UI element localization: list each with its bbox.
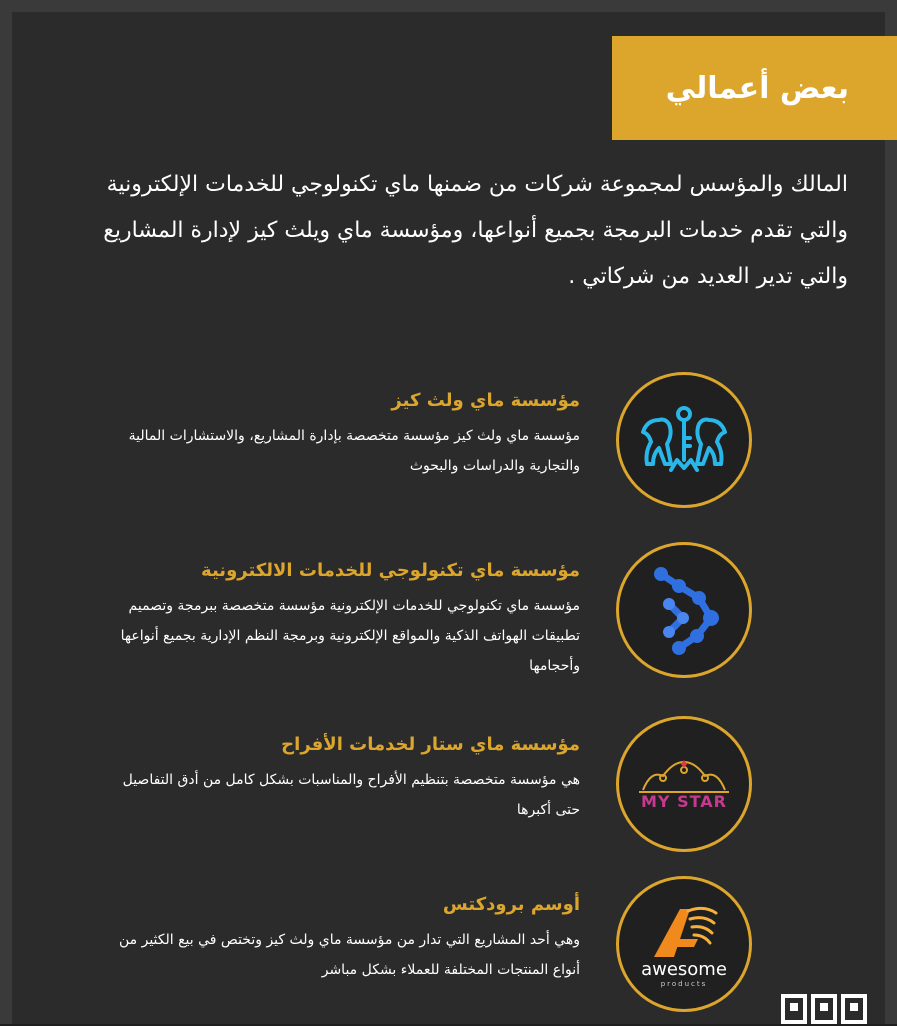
item-description: مؤسسة ماي تكنولوجي للخدمات الإلكترونية مؤسسة متخصصة ببرمجة وتصميم تطبيقات الهواتف الذكية والمواقع الإلكترونية وبرمجة النظم الإدارية بجميع أنواعها وأحجامها — [120, 598, 580, 674]
frame-right — [885, 0, 897, 1024]
my-star-logo-text: MY STAR — [641, 791, 727, 811]
wing-a-logo-icon — [616, 876, 752, 1012]
item-description: مؤسسة ماي ولث كيز مؤسسة متخصصة بإدارة المشاريع، والاستشارات المالية والتجارية والدراسات والبحوث — [128, 428, 580, 474]
qr-finder-icon — [781, 994, 807, 1024]
item-title: مؤسسة ماي ستار لخدمات الأفراح — [281, 734, 580, 755]
item-title: أوسم برودكتس — [442, 894, 580, 915]
qr-code-icon — [781, 994, 867, 1024]
list-item — [100, 372, 760, 522]
item-description: وهي أحد المشاريع التي تدار من مؤسسة ماي ولث كيز وتختص في بيع الكثير من أنواع المنتجات المختلفة للعملاء بشكل مباشر — [118, 932, 580, 978]
item-description: هي مؤسسة متخصصة بتنظيم الأفراح والمناسبات بشكل كامل من أدق التفاصيل حتى أكبرها — [122, 772, 580, 818]
list-item — [100, 716, 760, 866]
list-item — [100, 542, 760, 692]
item-title: مؤسسة ماي تكنولوجي للخدمات الالكترونية — [201, 560, 580, 581]
intro-paragraph: المالك والمؤسس لمجموعة شركات من ضمنها ماي تكنولوجي للخدمات الإلكترونية والتي تقدم خدمات البرمجة بجميع أنواعها، ومؤسسة ماي ويلث كيز لإدارة المشاريع والتي تدير العديد من شركاتي . — [103, 172, 848, 289]
qr-finder-icon — [811, 994, 837, 1024]
list-item — [100, 876, 760, 1026]
section-title-box — [612, 36, 897, 140]
frame-top — [0, 0, 897, 12]
lions-key-logo-icon — [616, 372, 752, 508]
frame-left — [0, 0, 12, 1024]
qr-finder-icon — [841, 994, 867, 1024]
awesome-logo-subtext: products — [660, 979, 708, 988]
item-title: مؤسسة ماي ولث كيز — [391, 390, 580, 411]
awesome-logo-text: awesome — [641, 958, 727, 980]
section-title: بعض أعمالي — [665, 70, 849, 106]
network-dots-logo-icon — [616, 542, 752, 678]
crown-logo-icon — [616, 716, 752, 852]
